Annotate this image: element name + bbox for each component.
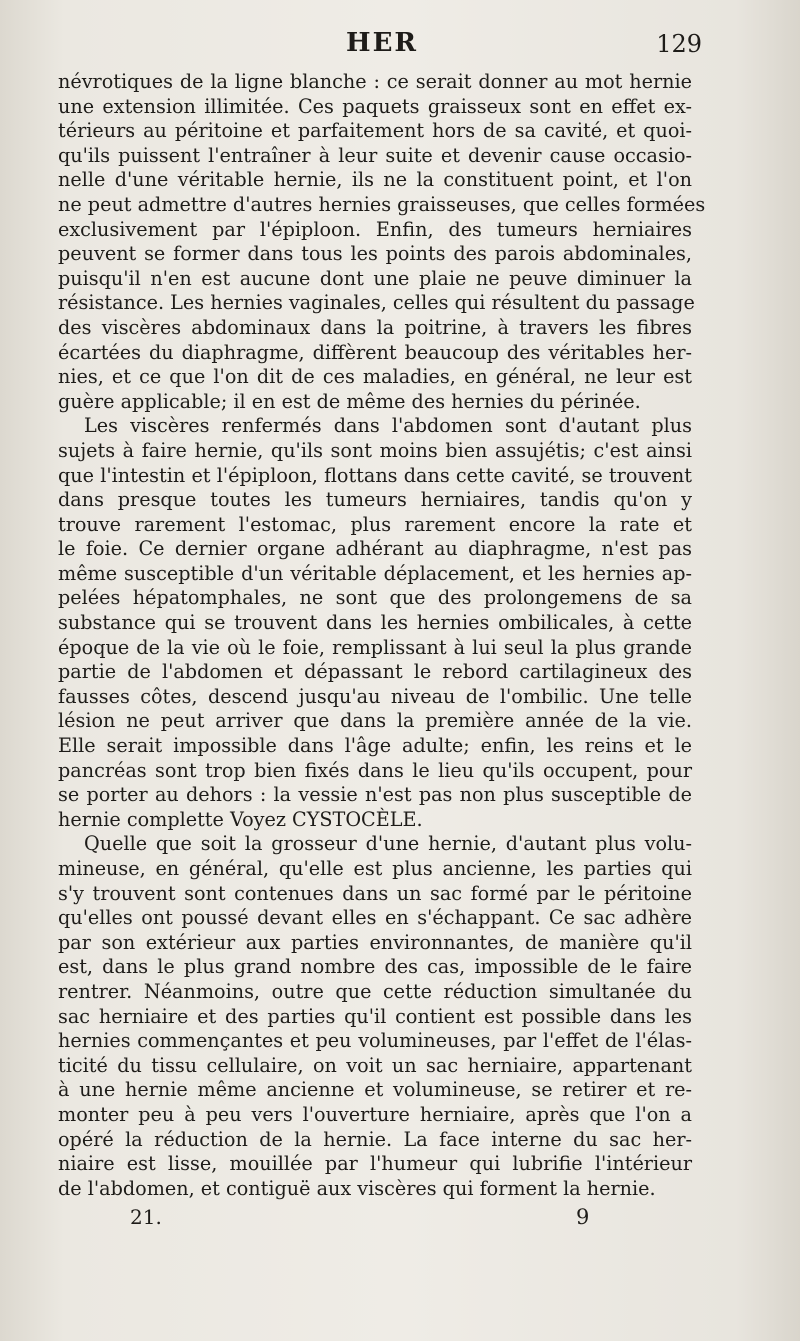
text-line: se porter au dehors : la vessie n'est pas non plus susceptible de xyxy=(58,783,692,807)
text-line: pelées hépatomphales, ne sont que des prolongemens de sa xyxy=(58,586,692,610)
text-line: exclusivement par l'épiploon. Enfin, des tumeurs herniaires xyxy=(58,217,692,241)
text-line: substance qui se trouvent dans les hernies ombilicales, à cette xyxy=(58,611,692,635)
text-line: fausses côtes, descend jusqu'au niveau de l'ombilic. Une telle xyxy=(58,684,692,708)
text-line: le foie. Ce dernier organe adhérant au diaphragme, n'est pas xyxy=(58,537,692,561)
text-line: qu'ils puissent l'entraîner à leur suite et devenir cause occasio- xyxy=(58,143,692,167)
text-line: de l'abdomen, et contiguë aux viscères qui forment la hernie. xyxy=(58,1176,656,1200)
text-line: niaire est lisse, mouillée par l'humeur qui lubrifie l'intérieur xyxy=(58,1152,692,1176)
text-line: hernie complette Voyez CYSTOCÈLE. xyxy=(58,807,423,831)
text-line: pancréas sont trop bien fixés dans le lieu qu'ils occupent, pour xyxy=(58,758,692,782)
text-line: des viscères abdominaux dans la poitrine, à travers les fibres xyxy=(58,315,692,339)
text-line: partie de l'abdomen et dépassant le rebord cartilagineux des xyxy=(58,660,692,684)
text-line: névrotiques de la ligne blanche : ce serait donner au mot hernie xyxy=(58,70,692,93)
page-footer xyxy=(58,1205,692,1235)
text-line: sujets à faire hernie, qu'ils sont moins bien assujétis; c'est ainsi xyxy=(58,438,692,462)
text-line: une extension illimitée. Ces paquets graisseux sont en effet ex- xyxy=(58,94,692,118)
text-line: mineuse, en général, qu'elle est plus ancienne, les parties qui xyxy=(58,857,692,880)
page-header xyxy=(62,28,702,64)
text-line: résistance. Les hernies vaginales, celles qui résultent du passage xyxy=(58,291,695,315)
text-line: peuvent se former dans tous les points des parois abdominales, xyxy=(58,242,692,266)
text-line: même susceptible d'un véritable déplacement, et les hernies ap- xyxy=(58,561,692,585)
text-line: hernies commençantes et peu volumineuses, par l'effet de l'élas- xyxy=(58,1029,692,1053)
text-line: puisqu'il n'en est aucune dont une plaie ne peuve diminuer la xyxy=(58,266,692,290)
text-line: Elle serait impossible dans l'âge adulte; enfin, les reins et le xyxy=(58,734,692,758)
text-line: est, dans le plus grand nombre des cas, impossible de le faire xyxy=(58,955,692,979)
text-line: Les viscères renfermés dans l'abdomen sont d'autant plus xyxy=(84,414,692,438)
text-line: ticité du tissu cellulaire, on voit un sac herniaire, appartenant xyxy=(58,1053,692,1077)
text-line: guère applicable; il en est de même des hernies du périnée. xyxy=(58,389,641,413)
text-line: par son extérieur aux parties environnantes, de manière qu'il xyxy=(58,930,692,954)
text-line: à une hernie même ancienne et volumineuse, se retirer et re- xyxy=(58,1078,692,1102)
text-line: nelle d'une véritable hernie, ils ne la constituent point, et l'on xyxy=(58,168,692,192)
text-line: époque de la vie où le foie, remplissant à lui seul la plus grande xyxy=(58,635,692,659)
text-line: rentrer. Néanmoins, outre que cette réduction simultanée du xyxy=(58,979,692,1003)
text-line: écartées du diaphragme, diffèrent beaucoup des véritables her- xyxy=(58,340,692,364)
text-line: qu'elles ont poussé devant elles en s'échappant. Ce sac adhère xyxy=(58,906,692,930)
text-line: dans presque toutes les tumeurs herniaires, tandis qu'on y xyxy=(58,488,692,512)
paragraph xyxy=(58,414,692,832)
text-line: ne peut admettre d'autres hernies graisseuses, que celles formées xyxy=(58,192,706,216)
running-head: HER xyxy=(346,28,418,58)
text-line: trouve rarement l'estomac, plus rarement encore la rate et xyxy=(58,512,692,536)
text-line: nies, et ce que l'on dit de ces maladies, en général, ne leur est xyxy=(58,365,692,389)
text-line: opéré la réduction de la hernie. La face interne du sac her- xyxy=(58,1127,692,1151)
text-line: s'y trouvent sont contenues dans un sac formé par le péritoine xyxy=(58,881,692,905)
signature-mark: 21. xyxy=(130,1205,162,1229)
text-line: Quelle que soit la grosseur d'une hernie, d'autant plus volu- xyxy=(84,832,692,856)
paragraph xyxy=(58,832,692,1201)
text-line: térieurs au péritoine et parfaitement hors de sa cavité, et quoi- xyxy=(58,119,692,143)
paragraph xyxy=(58,70,706,414)
text-line: que l'intestin et l'épiploon, flottans dans cette cavité, se trouvent xyxy=(58,463,692,487)
sheet-number: 9 xyxy=(576,1205,590,1229)
page-body xyxy=(58,70,706,1201)
text-line: lésion ne peut arriver que dans la première année de la vie. xyxy=(58,709,692,733)
text-line: sac herniaire et des parties qu'il contient est possible dans les xyxy=(58,1004,692,1028)
page-number: 129 xyxy=(656,30,702,58)
text-line: monter peu à peu vers l'ouverture herniaire, après que l'on a xyxy=(58,1102,692,1126)
